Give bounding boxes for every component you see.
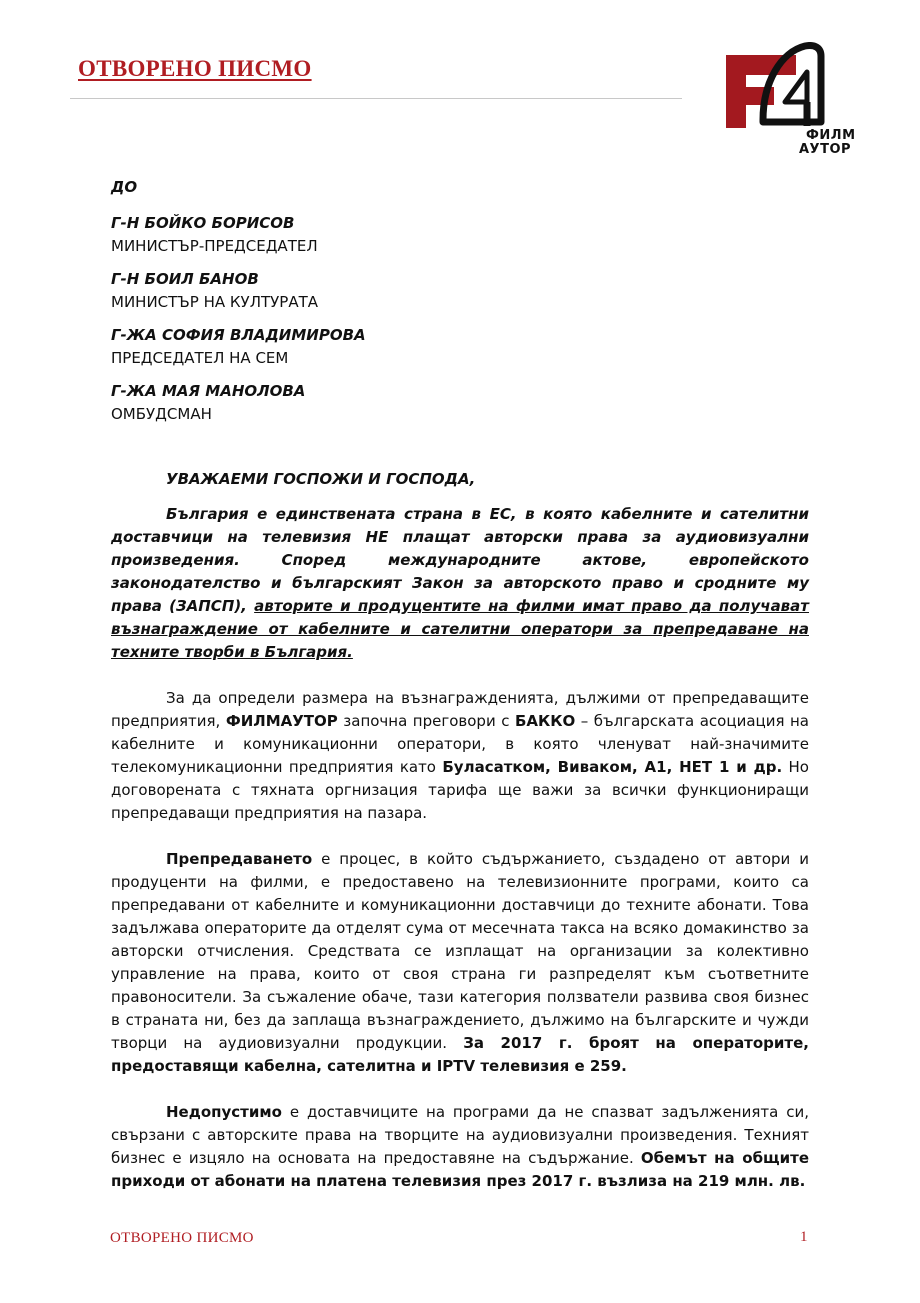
paragraph-text: – българската асоциация на кабелните и комуникационни оператори, в която членуват най-значимите телекомуникационни предприятия като — [111, 712, 809, 776]
greeting: УВАЖАЕМИ ГОСПОЖИ И ГОСПОДА, — [166, 470, 476, 488]
addressee-name: Г-Н БОЙКО БОРИСОВ — [111, 214, 295, 232]
bold-text: Недопустимо — [166, 1103, 282, 1121]
paragraph-text: започна преговори с — [337, 712, 515, 730]
addressee-role: ОМБУДСМАН — [111, 405, 212, 423]
addressee-block — [111, 212, 809, 258]
addressee-role: МИНИСТЪР-ПРЕДСЕДАТЕЛ — [111, 237, 318, 255]
bold-text: ФИЛМАУТОР — [225, 712, 338, 730]
page-number: 1 — [800, 1229, 808, 1245]
paragraph-text: България е единствената страна в ЕС, в която кабелните и сателитни доставчици на телевизия НЕ плащат авторски права за аудиовизуални произведения. Според международните актове, европейското законодателство и българският Закон за авторското право и сродните му права (ЗАПСП), — [111, 505, 809, 615]
paragraph-text: Но договорената с тяхната оргнизация тарифа ще важи за всички функциониращи препредаващи предприятия на пазара. — [111, 758, 809, 822]
paragraph-tariff — [111, 687, 809, 825]
to-label: ДО — [111, 178, 138, 196]
bold-text: Буласатком, Виваком, А1, НЕТ 1 и др. — [442, 758, 783, 776]
addressee-name: Г-Н БОИЛ БАНОВ — [111, 270, 259, 288]
header-title: ОТВОРЕНО ПИСМО — [78, 56, 312, 81]
paragraph-unacceptable — [111, 1101, 809, 1193]
paragraph-text: За да определи размера на възнагражденията, дължими от препредаващите предприятия, — [111, 689, 809, 730]
logo-text-film: ФИЛМ — [806, 128, 856, 143]
addressee-name: Г-ЖА МАЯ МАНОЛОВА — [111, 382, 306, 400]
logo-text-autor: АУТОР — [799, 142, 852, 157]
bold-text: Обемът на общите приходи от абонати на платена телевизия през 2017 г. възлиза на 219 млн. лв. — [111, 1149, 810, 1190]
addressee-block — [111, 380, 809, 426]
paragraph-retransmission — [111, 848, 809, 1078]
bold-text: За 2017 г. броят на операторите, предоставящи кабелна, сателитна и IPTV телевизия е 259. — [111, 1034, 809, 1075]
underlined-statement: авторите и продуцентите на филми имат право да получават възнаграждение от кабелните и сателитни оператори за препредаване на техните творби в България. — [111, 597, 809, 661]
addressee-role: ПРЕДСЕДАТЕЛ НА СЕМ — [111, 349, 289, 367]
header-divider — [70, 98, 682, 99]
addressee-block — [111, 268, 809, 314]
footer-title: ОТВОРЕНО ПИСМО — [110, 1230, 254, 1246]
paragraph-intro — [111, 503, 809, 664]
bold-text: БАККО — [514, 712, 576, 730]
addressee-role: МИНИСТЪР НА КУЛТУРАТА — [111, 293, 319, 311]
addressee-name: Г-ЖА СОФИЯ ВЛАДИМИРОВА — [111, 326, 366, 344]
paragraph-text: е доставчиците на програми да не спазват задълженията си, свързани с авторските права на творците на аудиовизуални произведения. Техният бизнес е изцяло на основата на предоставяне на съдържание. — [111, 1103, 809, 1167]
letter-body — [111, 176, 809, 1193]
paragraph-text: е процес, в който съдържанието, създадено от автори и продуценти на филми, е предоставено на телевизионните програми, които са препредавани от кабелните и комуникационни доставчици до техните абонати. Това задължава операторите да отделят сума от месечната такса на всяко домакинство за авторски отчисления. Средствата се изплащат на организации за колективно управление на права, които от своя страна ги разпределят към съответните правоносители. За съжаление обаче, тази категория ползватели развива своя бизнес в страната ни, без да заплаща възнаграждението, дължимо на българските и чужди творци на аудиовизуални продукции. — [111, 850, 809, 1052]
bold-text: Препредаването — [166, 850, 313, 868]
addressee-block — [111, 324, 809, 370]
